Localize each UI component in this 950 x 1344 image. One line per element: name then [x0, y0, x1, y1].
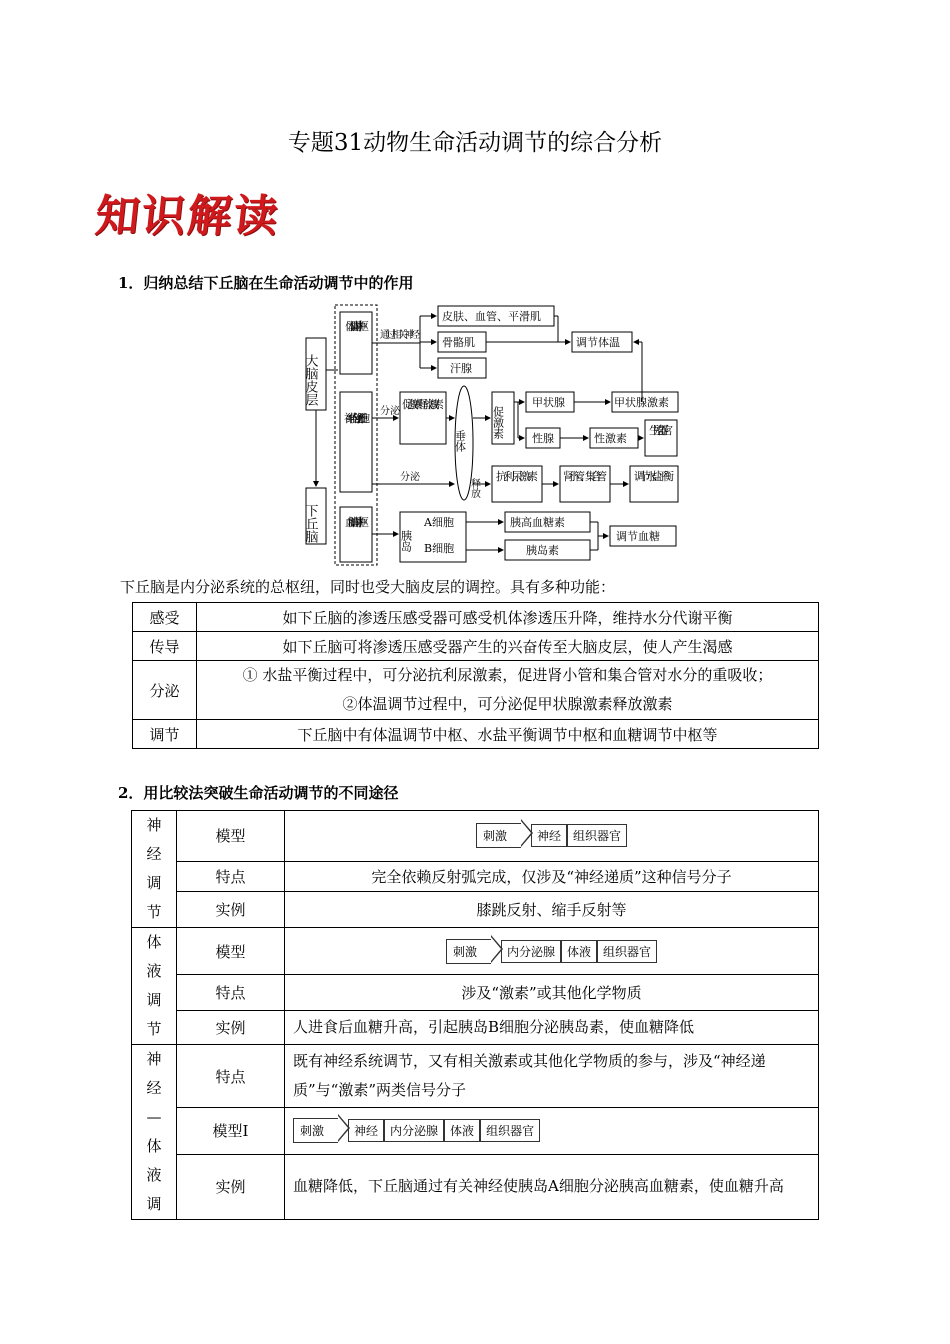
table-row [133, 661, 819, 720]
model-step: 刺激 [446, 939, 491, 964]
node-sex-hormone: 性激素 [594, 432, 627, 445]
label-example: 实例 [177, 1154, 285, 1219]
node-b-cell: B细胞 [424, 542, 455, 555]
group-humoral [132, 928, 177, 1045]
hypothalamus-diagram [300, 300, 700, 570]
group-char: — [146, 1108, 162, 1126]
table-row [132, 811, 819, 862]
table-row [133, 603, 819, 632]
table-row [132, 891, 819, 927]
group-char: 经 [146, 1079, 162, 1097]
neuro-humoral-feature: 既有神经系统调节，又有相关激素或其他化学物质的参与，涉及“神经递质”与“激素”两类信号分子 [285, 1045, 819, 1108]
section-banner: 知识解读 [92, 191, 283, 242]
label-model: 模型 [177, 811, 285, 862]
node-skin: 皮肤、血管、平滑肌 [442, 310, 541, 323]
row-key: 传导 [133, 632, 197, 661]
model-step: 组织器官 [567, 824, 627, 847]
intro-text: 下丘脑是内分泌系统的总枢纽，同时也受大脑皮层的调控。具有多种功能： [120, 578, 616, 596]
group-neuro-humoral [132, 1045, 177, 1220]
node-release-hormone: 促激素释放激素 [402, 398, 444, 411]
row-value-line: ① 水盐平衡过程中，可分泌抗利尿激素，促进肾小管和集合管对水分的重吸收； [242, 666, 773, 684]
row-value: 如下丘脑可将渗透压感受器产生的兴奋传至大脑皮层，使人产生渴感 [197, 632, 819, 661]
page-title: 专题31动物生命活动调节的综合分析 [287, 130, 663, 156]
node-repro-organ: 生殖器官 [649, 424, 673, 437]
label-model-1: 模型Ⅰ [177, 1108, 285, 1154]
group-char: 神 [146, 816, 162, 834]
node-adh: 抗利尿激素 [496, 470, 538, 483]
table-row [132, 1108, 819, 1154]
group-char: 调 [146, 874, 162, 892]
model-step: 内分泌腺 [501, 940, 561, 963]
row-value-line: ②体温调节过程中，可分泌促甲状腺激素释放激素 [342, 695, 673, 713]
model-step: 组织器官 [597, 940, 657, 963]
node-hypothalamus: 下丘脑 [302, 504, 318, 543]
node-thyroid: 甲状腺 [532, 396, 565, 409]
row-key: 分泌 [133, 661, 197, 720]
model-step: 体液 [561, 940, 597, 963]
label-feature: 特点 [177, 1045, 285, 1108]
model-step: 刺激 [476, 823, 521, 848]
label-release: 释放 [468, 478, 480, 498]
node-kidney: 肾小管、集合管 [563, 470, 607, 483]
group-char: 体 [146, 1137, 162, 1155]
table-row [133, 720, 819, 749]
node-cortex: 大脑皮层 [302, 354, 318, 406]
label-example: 实例 [177, 891, 285, 927]
group-char: 节 [146, 1020, 162, 1038]
humoral-feature: 涉及“激素”或其他化学物质 [285, 975, 819, 1011]
model-humoral [285, 928, 819, 975]
model-step: 内分泌腺 [384, 1119, 444, 1142]
node-insulin: 胰岛素 [526, 544, 559, 557]
group-char: 节 [146, 903, 162, 921]
model-neural [285, 811, 819, 862]
heading-1: 1．归纳总结下丘脑在生命活动调节中的作用 [118, 274, 414, 292]
table-row [132, 1045, 819, 1108]
label-feature: 特点 [177, 975, 285, 1011]
label-via-nerve: 通过相关神经 [380, 330, 420, 341]
comparison-table [131, 810, 819, 1220]
row-key: 感受 [133, 603, 197, 632]
label-model: 模型 [177, 928, 285, 975]
neuro-humoral-example: 血糖降低，下丘脑通过有关神经使胰岛A细胞分泌胰高血糖素，使血糖升高 [285, 1154, 819, 1219]
table-row [132, 861, 819, 891]
node-sugar-center: 血糖调节中枢 [345, 516, 369, 529]
heading-2: 2．用比较法突破生命活动调节的不同途径 [118, 784, 399, 802]
group-char: 经 [146, 845, 162, 863]
label-example: 实例 [177, 1011, 285, 1045]
humoral-example: 人进食后血糖升高，引起胰岛B细胞分泌胰岛素，使血糖降低 [285, 1011, 819, 1045]
node-temp-center: 体温调节中枢 [345, 320, 369, 333]
row-value: 下丘脑中有体温调节中枢、水盐平衡调节中枢和血糖调节中枢等 [197, 720, 819, 749]
table-row [132, 1154, 819, 1219]
label-secrete-1: 分泌 [380, 406, 400, 417]
model-step: 体液 [444, 1119, 480, 1142]
group-char: 调 [146, 1195, 162, 1213]
model-step: 神经 [531, 824, 567, 847]
table-row [132, 1011, 819, 1045]
node-neuro-cells: 神经内分泌细胞 [344, 412, 370, 425]
label-secrete-2: 分泌 [400, 472, 420, 483]
node-a-cell: A细胞 [424, 516, 454, 529]
group-char: 调 [146, 991, 162, 1009]
node-glucagon: 胰高血糖素 [510, 516, 565, 529]
table-row [133, 632, 819, 661]
node-muscle: 骨骼肌 [442, 336, 475, 349]
model-step: 组织器官 [480, 1119, 540, 1142]
row-value [197, 661, 819, 720]
row-key: 调节 [133, 720, 197, 749]
node-pituitary: 垂体 [453, 430, 467, 452]
group-char: 体 [146, 933, 162, 951]
model-step: 刺激 [293, 1118, 338, 1143]
node-regulate-temp: 调节体温 [576, 336, 620, 349]
node-regulate-sugar: 调节血糖 [616, 530, 660, 543]
node-water-salt: 调节水盐平衡 [634, 470, 674, 483]
model-neuro-humoral [285, 1108, 819, 1154]
table-row [132, 975, 819, 1011]
label-feature: 特点 [177, 861, 285, 891]
neural-feature: 完全依赖反射弧完成，仅涉及“神经递质”这种信号分子 [285, 861, 819, 891]
function-table [132, 602, 819, 749]
node-sweat: 汗腺 [450, 362, 472, 375]
model-step: 神经 [348, 1119, 384, 1142]
neural-example: 膝跳反射、缩手反射等 [285, 891, 819, 927]
row-value: 如下丘脑的渗透压感受器可感受机体渗透压升降，维持水分代谢平衡 [197, 603, 819, 632]
node-tropic: 促激素 [491, 406, 505, 439]
node-pancreas: 胰岛 [399, 530, 413, 552]
node-gonad: 性腺 [532, 432, 554, 445]
table-row [132, 928, 819, 975]
group-char: 液 [146, 1166, 162, 1184]
group-char: 神 [146, 1050, 162, 1068]
group-neural [132, 811, 177, 928]
node-thyroxine: 甲状腺激素 [614, 396, 669, 409]
group-char: 液 [146, 962, 162, 980]
